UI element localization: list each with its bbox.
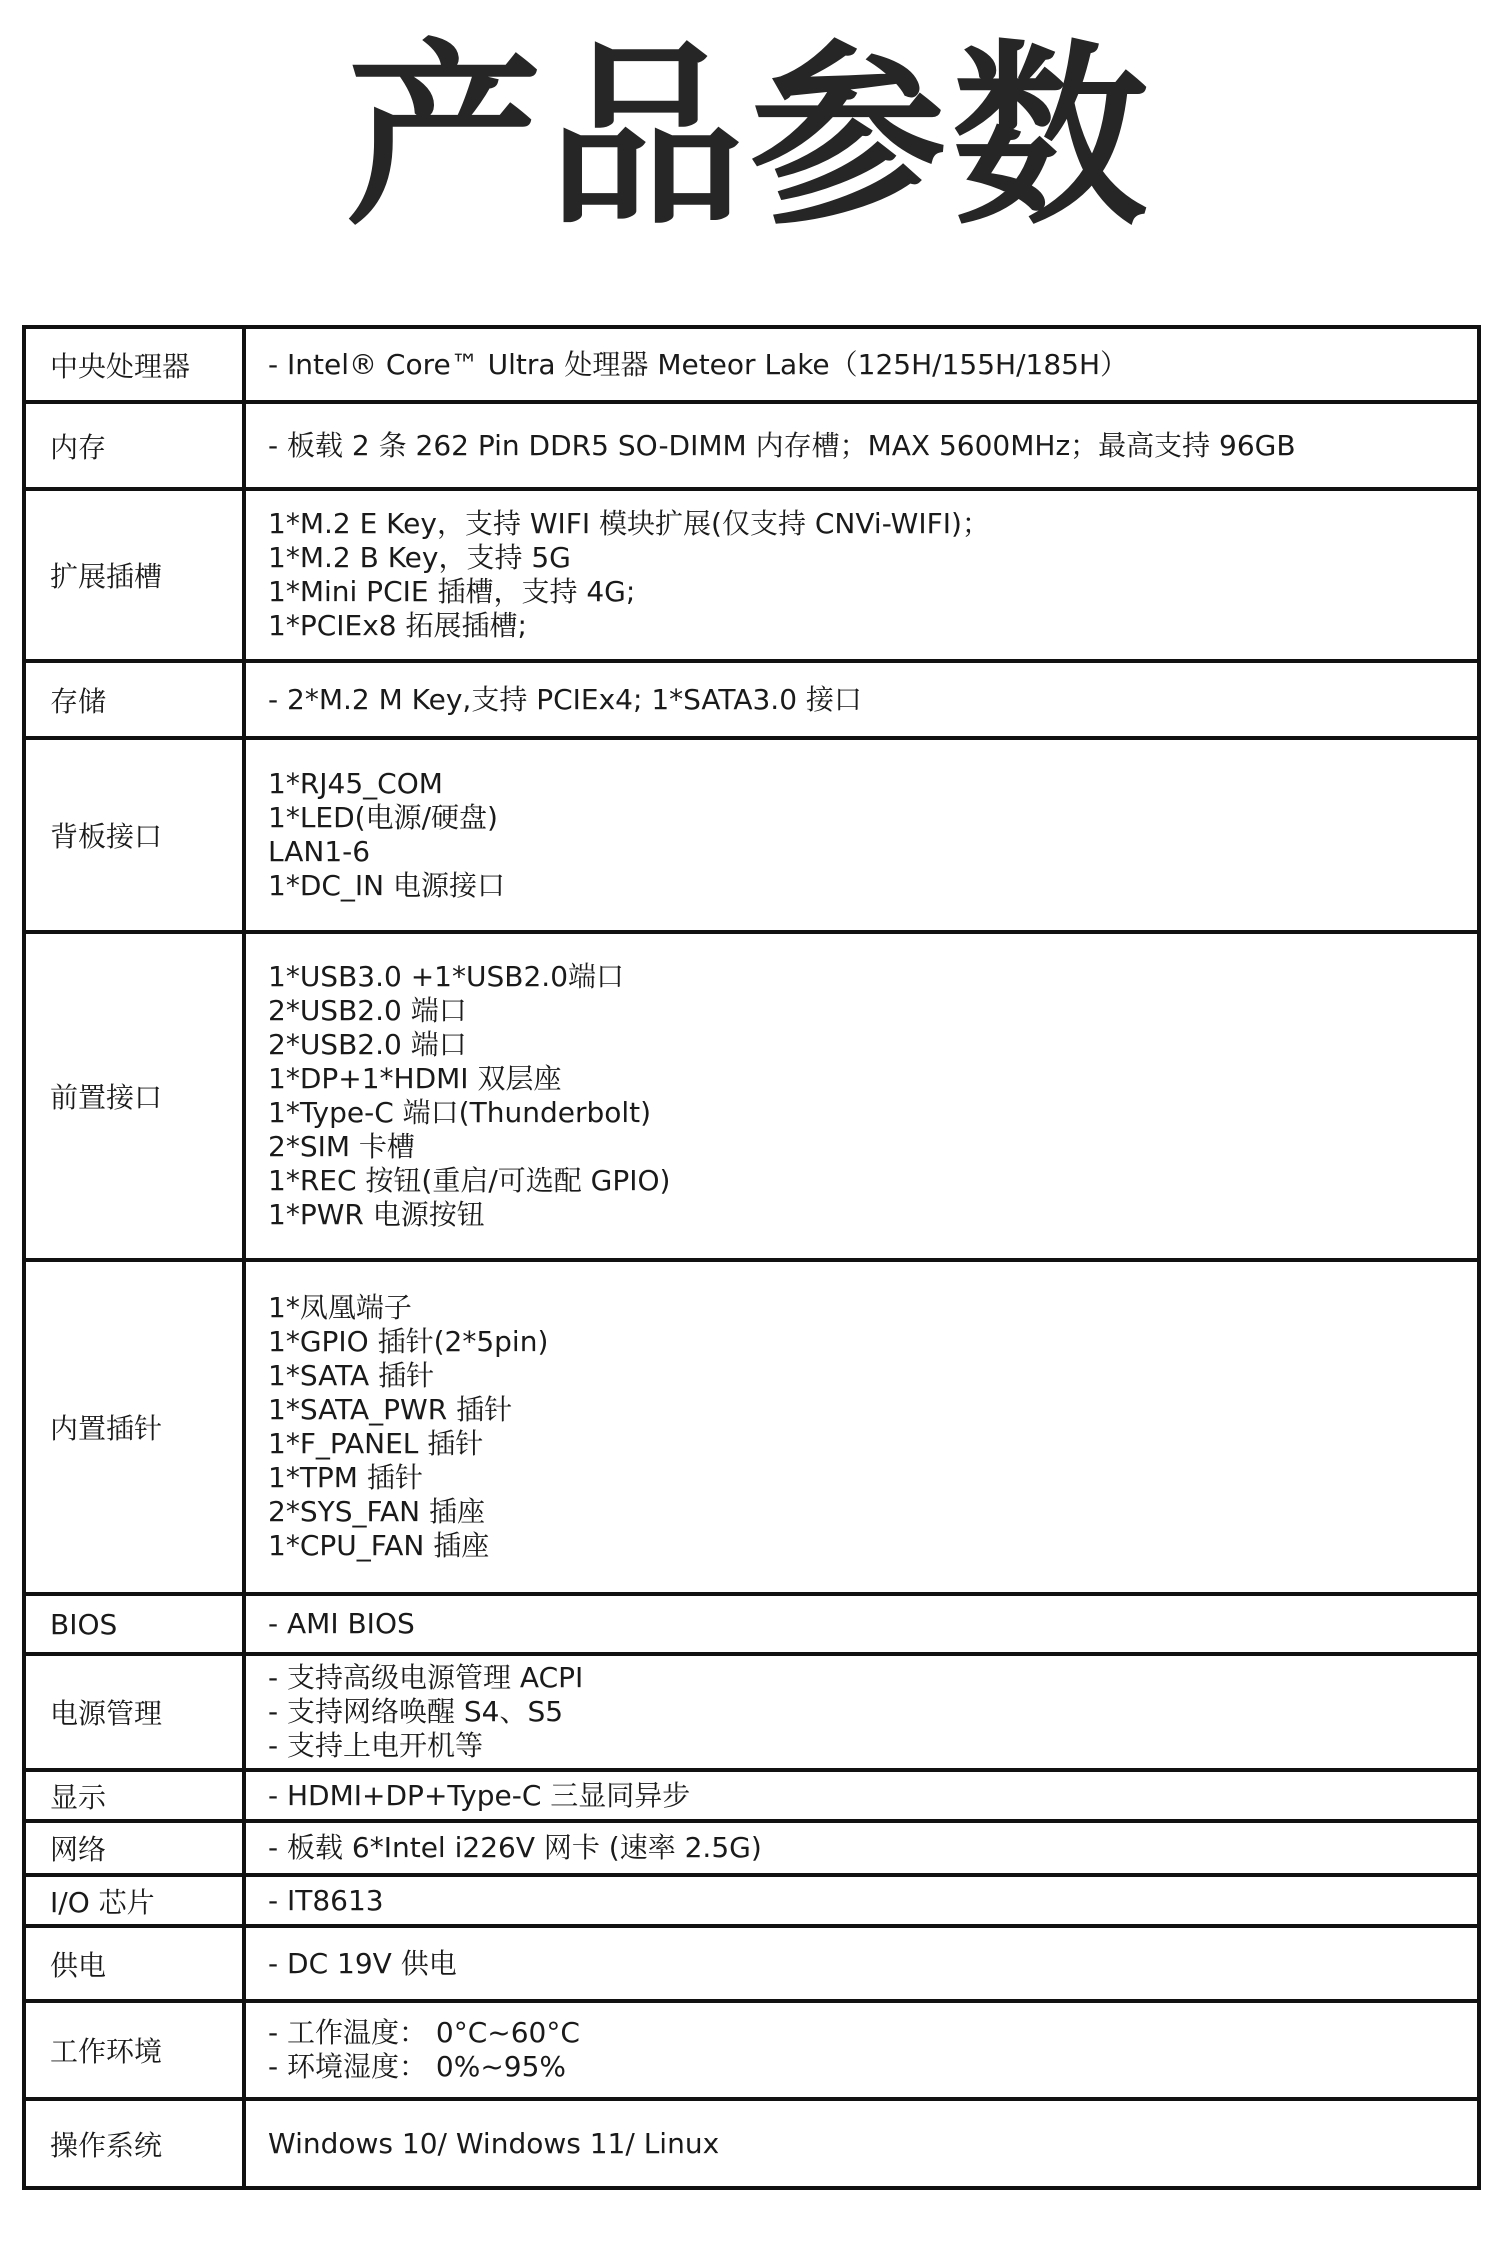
spec-line: - 板载 2 条 262 Pin DDR5 SO-DIMM 内存槽；MAX 5600MHz；最高支持 96GB <box>268 428 1296 462</box>
spec-row-power-supply <box>24 1926 1479 2001</box>
spec-line: 1*PWR 电源按钮 <box>268 1198 485 1231</box>
spec-line: - 支持网络唤醒 S4、S5 <box>268 1695 564 1728</box>
spec-label: BIOS <box>24 1594 244 1654</box>
spec-line: - 环境湿度： 0%~95% <box>268 2050 567 2083</box>
spec-line: - 板载 6*Intel i226V 网卡 (速率 2.5G) <box>268 1831 762 1864</box>
spec-label: 供电 <box>24 1926 244 2001</box>
spec-label: 存储 <box>24 661 244 738</box>
spec-line: - IT8613 <box>268 1883 384 1917</box>
spec-value <box>244 661 1479 738</box>
spec-line: 1*DC_IN 电源接口 <box>268 869 506 902</box>
spec-line: 2*SYS_FAN 插座 <box>268 1495 486 1528</box>
spec-value <box>244 489 1479 661</box>
spec-label: 网络 <box>24 1821 244 1875</box>
spec-line: - Intel® Core™ Ultra 处理器 Meteor Lake（125H/155H/185H） <box>268 347 1129 381</box>
spec-value <box>244 1926 1479 2001</box>
spec-value <box>244 1770 1479 1821</box>
spec-line: 1*RJ45_COM <box>268 767 443 800</box>
spec-value <box>244 2099 1479 2188</box>
spec-row-memory <box>24 402 1479 489</box>
spec-line: 1*SATA 插针 <box>268 1359 435 1392</box>
spec-label: 背板接口 <box>24 738 244 932</box>
spec-line: 1*M.2 E Key，支持 WIFI 模块扩展(仅支持 CNVi-WIFI)； <box>268 507 990 540</box>
spec-row-front-io <box>24 932 1479 1260</box>
spec-line: 1*PCIEx8 拓展插槽; <box>268 609 527 642</box>
spec-label: 工作环境 <box>24 2001 244 2099</box>
spec-row-internal-headers <box>24 1260 1479 1594</box>
spec-value <box>244 1821 1479 1875</box>
spec-row-expansion-slots <box>24 489 1479 661</box>
spec-value <box>244 327 1479 402</box>
spec-line: 1*M.2 B Key，支持 5G <box>268 541 571 574</box>
spec-line: 1*Type-C 端口(Thunderbolt) <box>268 1096 652 1129</box>
spec-row-io-chip <box>24 1875 1479 1926</box>
spec-line: 1*Mini PCIE 插槽，支持 4G; <box>268 575 636 608</box>
spec-line: 2*USB2.0 端口 <box>268 994 467 1027</box>
spec-value <box>244 1875 1479 1926</box>
spec-value <box>244 1654 1479 1770</box>
spec-row-cpu <box>24 327 1479 402</box>
spec-line: - 工作温度： 0°C~60°C <box>268 2016 580 2049</box>
spec-label: I/O 芯片 <box>24 1875 244 1926</box>
spec-line: 1*DP+1*HDMI 双层座 <box>268 1062 562 1095</box>
spec-value <box>244 2001 1479 2099</box>
spec-table <box>22 325 1481 2190</box>
spec-label: 显示 <box>24 1770 244 1821</box>
spec-table-body <box>24 327 1479 2188</box>
spec-line: - 支持高级电源管理 ACPI <box>268 1661 584 1694</box>
spec-line: 1*USB3.0 +1*USB2.0端口 <box>268 960 625 993</box>
spec-line: - DC 19V 供电 <box>268 1946 457 1980</box>
spec-line: 1*LED(电源/硬盘) <box>268 801 498 834</box>
spec-value <box>244 738 1479 932</box>
spec-line: 1*SATA_PWR 插针 <box>268 1393 513 1426</box>
spec-line: Windows 10/ Windows 11/ Linux <box>268 2126 720 2160</box>
spec-value <box>244 1594 1479 1654</box>
spec-line: 2*SIM 卡槽 <box>268 1130 415 1163</box>
spec-label: 内置插针 <box>24 1260 244 1594</box>
spec-line: 1*GPIO 插针(2*5pin) <box>268 1325 549 1358</box>
spec-label: 扩展插槽 <box>24 489 244 661</box>
page-title-area <box>0 0 1500 300</box>
spec-line: - 2*M.2 M Key,支持 PCIEx4; 1*SATA3.0 接口 <box>268 682 862 716</box>
spec-row-power-management <box>24 1654 1479 1770</box>
spec-value <box>244 402 1479 489</box>
spec-line: 1*TPM 插针 <box>268 1461 423 1494</box>
spec-line: 1*F_PANEL 插针 <box>268 1427 484 1460</box>
spec-row-rear-io <box>24 738 1479 932</box>
spec-line: - 支持上电开机等 <box>268 1729 484 1762</box>
spec-line: - HDMI+DP+Type-C 三显同异步 <box>268 1778 691 1812</box>
spec-value <box>244 1260 1479 1594</box>
spec-row-storage <box>24 661 1479 738</box>
spec-row-environment <box>24 2001 1479 2099</box>
spec-line: 1*凤凰端子 <box>268 1291 412 1324</box>
spec-label: 操作系统 <box>24 2099 244 2188</box>
spec-line: - AMI BIOS <box>268 1607 415 1640</box>
spec-row-os <box>24 2099 1479 2188</box>
spec-label: 前置接口 <box>24 932 244 1260</box>
spec-row-bios <box>24 1594 1479 1654</box>
spec-value <box>244 932 1479 1260</box>
spec-line: LAN1-6 <box>268 835 371 868</box>
spec-label: 中央处理器 <box>24 327 244 402</box>
spec-line: 2*USB2.0 端口 <box>268 1028 467 1061</box>
spec-row-display <box>24 1770 1479 1821</box>
page-title: 产品参数 <box>345 24 1154 252</box>
spec-label: 内存 <box>24 402 244 489</box>
spec-row-network <box>24 1821 1479 1875</box>
spec-line: 1*REC 按钮(重启/可选配 GPIO) <box>268 1164 671 1197</box>
spec-label: 电源管理 <box>24 1654 244 1770</box>
spec-line: 1*CPU_FAN 插座 <box>268 1529 490 1562</box>
